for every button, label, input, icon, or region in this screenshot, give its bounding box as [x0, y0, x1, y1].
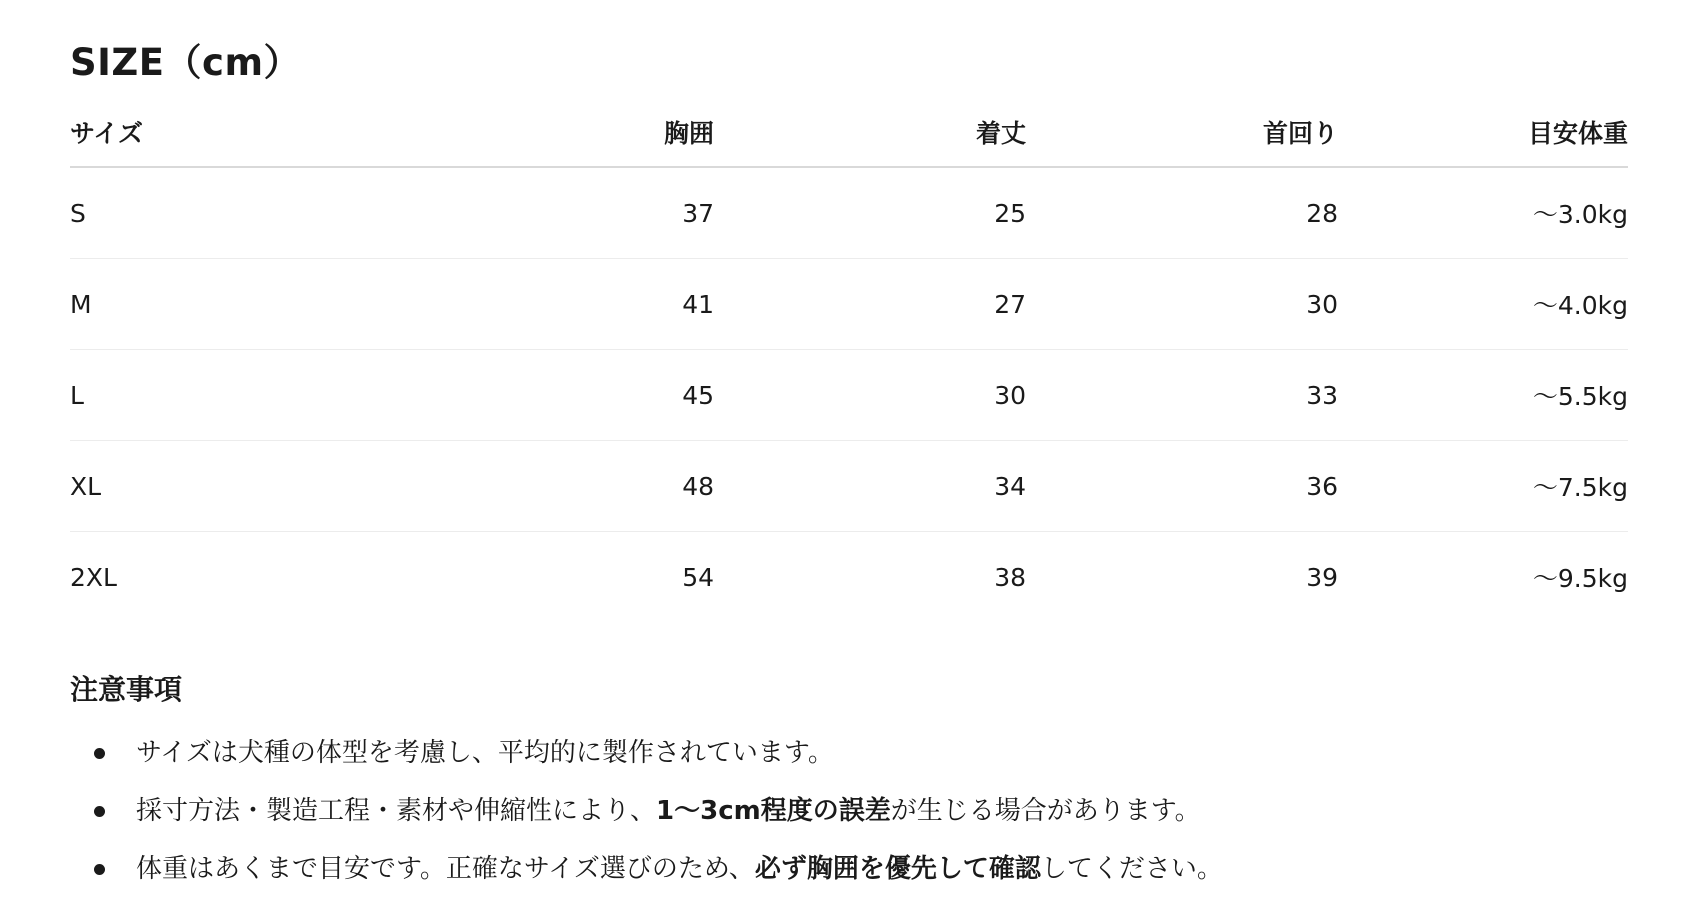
cell-length: 34 [714, 441, 1026, 532]
notes-title: 注意事項 [70, 673, 183, 706]
cell-weight: ～4.0kg [1338, 259, 1628, 350]
cell-size: M [70, 259, 400, 350]
table-row [70, 167, 1628, 259]
cell-weight: ～7.5kg [1338, 441, 1628, 532]
bullet-icon [94, 806, 105, 817]
header-neck: 首回り [1026, 100, 1338, 167]
cell-chest: 48 [400, 441, 714, 532]
cell-weight: ～9.5kg [1532, 564, 1628, 593]
cell-size: S [70, 167, 400, 259]
cell-chest: 45 [400, 350, 714, 441]
header-length: 着丈 [714, 100, 1026, 167]
cell-length: 38 [994, 562, 1026, 592]
table-row [70, 441, 1628, 532]
list-item [70, 730, 1223, 788]
header-weight: 目安体重 [1338, 100, 1628, 167]
note-text: 体重はあくまで目安です。正確なサイズ選びのため、 [136, 854, 755, 884]
cell-chest: 41 [400, 259, 714, 350]
table-row [70, 350, 1628, 441]
bullet-icon [94, 864, 105, 875]
note-text-after: してください。 [1040, 854, 1223, 884]
cell-length: 25 [714, 167, 1026, 259]
cell-neck: 39 [1306, 562, 1338, 592]
table-row [70, 259, 1628, 350]
cell-neck: 28 [1026, 167, 1338, 259]
cell-length: 30 [714, 350, 1026, 441]
list-item [70, 788, 1223, 846]
list-item [70, 846, 1223, 904]
bullet-icon [94, 748, 105, 759]
note-emphasis: 必ず胸囲を優先して確認 [754, 854, 1041, 884]
cell-weight: ～3.0kg [1338, 167, 1628, 259]
table-row [70, 532, 1628, 623]
cell-chest: 37 [400, 167, 714, 259]
cell-neck: 30 [1026, 259, 1338, 350]
cell-size: XL [70, 441, 400, 532]
cell-chest: 54 [682, 562, 714, 592]
size-table [70, 100, 1628, 622]
notes-list [70, 730, 1223, 904]
size-title: SIZE（cm） [70, 41, 302, 84]
note-text: 採寸方法・製造工程・素材や伸縮性により、 [136, 796, 657, 826]
cell-neck: 36 [1026, 441, 1338, 532]
note-text-after: が生じる場合があります。 [890, 796, 1201, 826]
cell-size: 2XL [70, 562, 117, 592]
note-text: サイズは犬種の体型を考慮し、平均的に製作されています。 [136, 738, 834, 768]
note-emphasis: 1～3cm程度の誤差 [656, 796, 891, 826]
cell-weight: ～5.5kg [1338, 350, 1628, 441]
cell-size: L [70, 350, 400, 441]
header-size: サイズ [70, 100, 400, 167]
table-header-row [70, 100, 1628, 167]
header-chest: 胸囲 [400, 100, 714, 167]
cell-length: 27 [714, 259, 1026, 350]
cell-neck: 33 [1026, 350, 1338, 441]
